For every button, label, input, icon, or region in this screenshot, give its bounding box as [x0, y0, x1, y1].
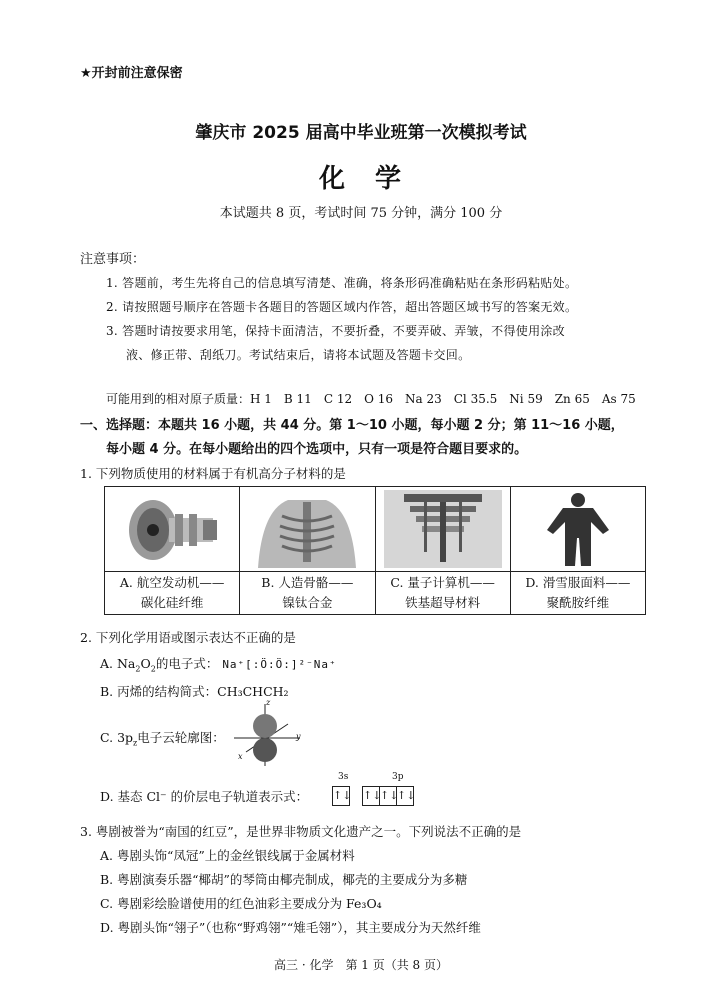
- artificial-skeleton-icon: [248, 490, 366, 568]
- q1-option-c-line2: 铁基超导材料: [405, 595, 481, 610]
- q1-material-table: [104, 486, 646, 615]
- q1-option-c-line1: C. 量子计算机——: [390, 575, 495, 590]
- orbital-3s-label: 3s: [338, 772, 349, 782]
- notes-heading: 注意事项：: [80, 252, 146, 267]
- q1-image-c: [375, 487, 510, 572]
- jet-engine-icon: [113, 490, 231, 568]
- q2-c-suffix: 电子云轮廓图：: [137, 730, 225, 745]
- q1-image-d: [510, 487, 645, 572]
- q1-option-b[interactable]: [240, 572, 375, 615]
- q1-stem: 1. 下列物质使用的材料属于有机高分子材料的是: [80, 466, 346, 481]
- q1-option-a-line2: 碳化硅纤维: [140, 595, 204, 610]
- q2-a-prefix: A. Na: [100, 656, 136, 671]
- q1-option-a-line1: A. 航空发动机——: [119, 575, 225, 590]
- q3-option-b[interactable]: B. 粤剧演奏乐器“椰胡”的琴筒由椰壳制成，椰壳的主要成分为多糖: [100, 872, 468, 887]
- notes-item-2: 2. 请按照题号顺序在答题卡各题目的答题区域内作答，超出答题区域书写的答案无效。: [106, 300, 578, 314]
- orbital-3s-cell: ↑↓: [332, 786, 350, 806]
- q2-option-d[interactable]: D. 基态 Cl⁻ 的价层电子轨道表示式：: [100, 789, 309, 804]
- q1-option-d-line1: D. 滑雪服面料——: [525, 575, 631, 590]
- notes-item-3: 3. 答题时请按要求用笔，保持卡面清洁，不要折叠，不要弄破、弄皱，不得使用涂改: [106, 324, 565, 338]
- subject-title: 化 学: [318, 164, 403, 194]
- q3-stem: 3. 粤剧被誉为“南国的红豆”，是世界非物质文化遗产之一。下列说法不正确的是: [80, 824, 522, 839]
- notes-item-3-cont: 液、修正带、刮纸刀。考试结束后，请将本试题及答题卡交回。: [126, 348, 471, 362]
- orbital-3p-label: 3p: [392, 772, 404, 782]
- q2-a-sub2: 2: [150, 664, 156, 674]
- x-axis-label: x: [238, 752, 243, 761]
- q2-a-sub1: 2: [135, 664, 141, 674]
- q2-a-mid: O: [140, 656, 151, 671]
- q3-option-c[interactable]: C. 粤剧彩绘脸谱使用的红色油彩主要成分为 Fe₃O₄: [100, 896, 382, 911]
- orbital-3p-box: [362, 786, 414, 806]
- y-axis-label: y: [296, 732, 301, 741]
- q1-option-d[interactable]: [510, 572, 645, 615]
- section1-line2: 每小题 4 分。在每小题给出的四个选项中，只有一项是符合题目要求的。: [106, 442, 528, 457]
- q1-option-b-line1: B. 人造骨骼——: [261, 575, 354, 590]
- q1-option-b-line2: 镍钛合金: [282, 595, 333, 610]
- q1-image-b: [240, 487, 375, 572]
- q2-a-suffix: 的电子式：: [155, 656, 219, 671]
- page-footer: 高三 · 化学 第 1 页（共 8 页）: [274, 958, 448, 972]
- atomic-masses: 可能用到的相对原子质量：H 1 B 11 C 12 O 16 Na 23 Cl 35.5 Ni 59 Zn 65 As 75: [106, 392, 636, 406]
- q3-option-a[interactable]: A. 粤剧头饰“凤冠”上的金丝银线属于金属材料: [100, 848, 355, 863]
- ski-suit-icon: [519, 490, 637, 568]
- exam-title: 肇庆市 2025 届高中毕业班第一次模拟考试: [195, 123, 527, 143]
- q1-image-a: [105, 487, 240, 572]
- q3-option-d[interactable]: D. 粤剧头饰“翎子”（也称“野鸡翎”“雉毛翎”），其主要成分为天然纤维: [100, 920, 481, 935]
- exam-info: 本试题共 8 页，考试时间 75 分钟，满分 100 分: [219, 206, 503, 221]
- na2o2-electron-formula: Na⁺[:Ö:Ö:]²⁻Na⁺: [222, 658, 337, 671]
- q2-option-c[interactable]: [100, 728, 225, 748]
- q1-option-d-line2: 聚酰胺纤维: [546, 595, 610, 610]
- confidential-mark: ★开封前注意保密: [80, 66, 183, 81]
- notes-item-1: 1. 答题前，考生先将自己的信息填写清楚、准确，将条形码准确粘贴在条形码粘贴处。: [106, 276, 578, 290]
- orbital-3p-cell-2: ↑↓: [380, 787, 397, 805]
- q2-option-a[interactable]: [100, 654, 337, 674]
- z-axis-label: z: [266, 698, 271, 707]
- q2-c-prefix: C. 3p: [100, 730, 134, 745]
- q2-c-sub: z: [133, 738, 138, 748]
- section1-line1: 一、选择题：本题共 16 小题，共 44 分。第 1～10 小题，每小题 2 分；第 11～16 小题，: [80, 418, 624, 433]
- q1-option-c[interactable]: [375, 572, 510, 615]
- orbital-3p-cell-1: ↑↓: [363, 787, 380, 805]
- q1-option-a[interactable]: [105, 572, 240, 615]
- q2-option-b[interactable]: B. 丙烯的结构简式：CH₃CHCH₂: [100, 684, 289, 699]
- quantum-computer-icon: [384, 490, 502, 568]
- orbital-3s-box: [332, 786, 350, 806]
- orbital-3p-cell-3: ↑↓: [397, 789, 416, 802]
- q2-stem: 2. 下列化学用语或图示表达不正确的是: [80, 630, 296, 645]
